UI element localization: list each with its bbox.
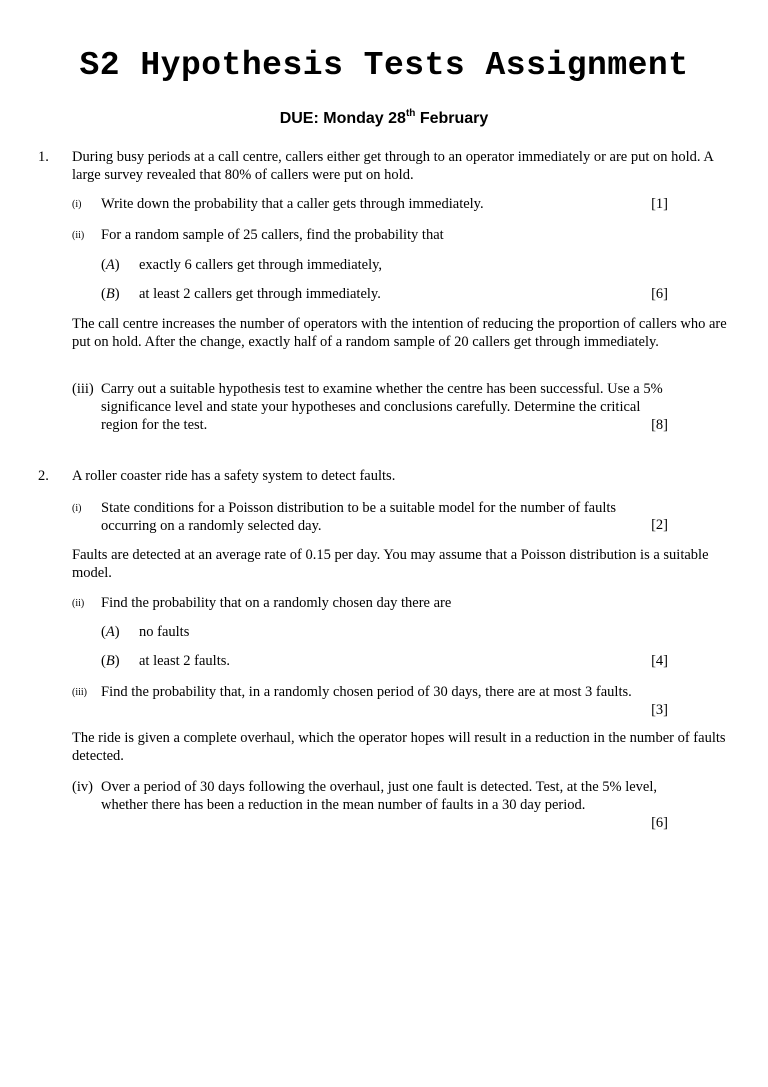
q1-number: 1. — [38, 149, 49, 165]
document-title: S2 Hypothesis Tests Assignment — [79, 47, 689, 84]
q2-middle2: The ride is given a complete overhaul, which the operator hopes will result in a reduction in the number of faults detected. — [72, 730, 726, 764]
q2-middle1: Faults are detected at an average rate of 0.15 per day. You may assume that a Poisson distribution is a suitable model. — [72, 547, 709, 581]
q2-i-mark: [2] — [651, 517, 668, 533]
q1-ii-A-label: (A) — [101, 257, 120, 273]
q2-iv-label: (iv) — [72, 779, 93, 795]
q1-iii-text: Carry out a suitable hypothesis test to examine whether the centre has been successful. Use a 5% significance level and state your hypotheses and conclusions carefully. Determine the critical region for the test. — [101, 381, 663, 433]
q1-ii-B-text: at least 2 callers get through immediately. — [139, 286, 381, 302]
q1-ii-mark: [6] — [651, 286, 668, 302]
q2-number: 2. — [38, 468, 49, 484]
q1-middle: The call centre increases the number of operators with the intention of reducing the proportion of callers who are put on hold. After the change, exactly half of a random sample of 20 callers get through immediately. — [72, 316, 727, 350]
q2-i-text: State conditions for a Poisson distribution to be a suitable model for the number of faults occurring on a randomly selected day. — [101, 500, 617, 534]
q1-i-text: Write down the probability that a caller gets through immediately. — [101, 196, 484, 212]
q2-iv-mark: [6] — [651, 815, 668, 831]
q2-ii-text: Find the probability that on a randomly chosen day there are — [101, 595, 452, 611]
q1-intro: During busy periods at a call centre, callers either get through to an operator immediately or are put on hold. A large survey revealed that 80% of callers were put on hold. — [72, 149, 714, 183]
due-date — [100, 109, 668, 129]
q2-intro: A roller coaster ride has a safety system to detect faults. — [72, 468, 396, 484]
q2-ii-A-text: no faults — [139, 624, 190, 640]
q2-ii-B-text: at least 2 faults. — [139, 653, 231, 669]
q2-ii-mark: [4] — [651, 653, 668, 669]
q2-ii-label: (ii) — [72, 598, 85, 609]
due-prefix: DUE: Monday 28 — [279, 110, 406, 127]
q2-ii-B-label: (B) — [101, 653, 120, 669]
q1-ii-label: (ii) — [72, 230, 85, 241]
due-month: February — [415, 110, 489, 127]
q1-iii-mark: [8] — [651, 417, 668, 433]
q1-ii-B-label: (B) — [101, 286, 120, 302]
q2-iv-text: Over a period of 30 days following the overhaul, just one fault is detected. Test, at the 5% level, whether there has been a reduction in the mean number of faults in a 30 day period. — [101, 779, 658, 813]
due-suffix: th — [405, 108, 416, 119]
q1-i-label: (i) — [72, 199, 82, 210]
q1-i-mark: [1] — [651, 196, 668, 212]
q2-iii-label: (iii) — [72, 687, 87, 698]
q2-iii-mark: [3] — [651, 702, 668, 718]
q1-ii-text: For a random sample of 25 callers, find the probability that — [101, 227, 444, 243]
q2-iii-text: Find the probability that, in a randomly chosen period of 30 days, there are at most 3 faults. — [101, 684, 632, 700]
q1-ii-A-text: exactly 6 callers get through immediately, — [139, 257, 383, 273]
q2-ii-A-label: (A) — [101, 624, 120, 640]
q1-iii-label: (iii) — [72, 381, 94, 397]
q2-i-label: (i) — [72, 503, 82, 514]
